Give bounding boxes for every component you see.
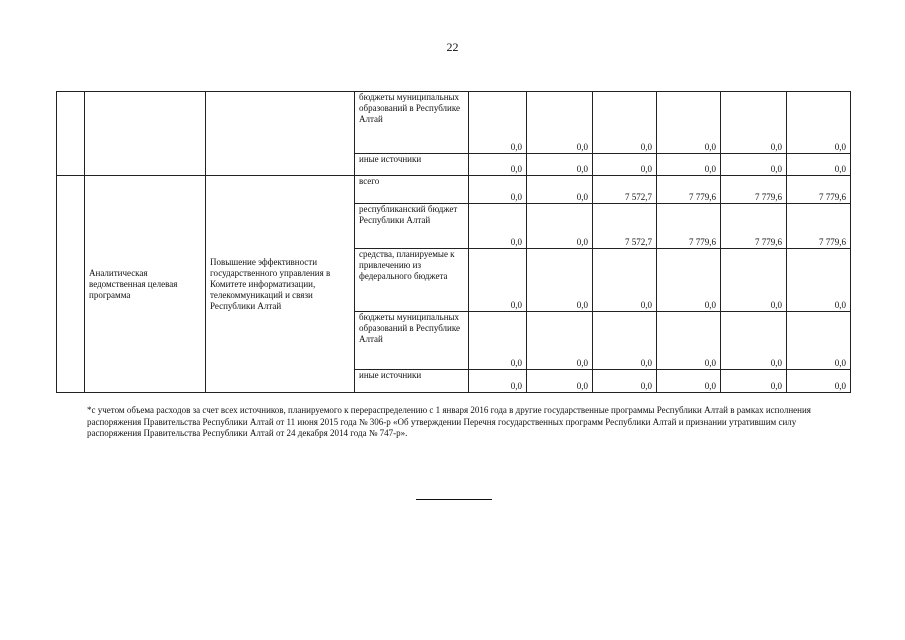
value-cell: 0,0 [657,312,721,370]
value-cell: 0,0 [469,312,527,370]
value-cell: 0,0 [527,370,593,393]
program-rows [57,176,851,393]
value-cell: 0,0 [527,249,593,312]
number-cell [57,92,85,176]
value-cell: 0,0 [527,204,593,249]
value-cell: 7 572,7 [593,204,657,249]
value-cell: 0,0 [593,249,657,312]
value-cell: 7 779,6 [787,204,851,249]
table-row [57,176,851,204]
value-cell: 0,0 [527,176,593,204]
page-number: 22 [446,40,459,54]
source-cell: всего [355,176,469,204]
separator-line [416,499,492,500]
value-cell: 0,0 [469,92,527,154]
continuation-rows [57,92,851,176]
source-cell: бюджеты муниципальных образований в Республике Алтай [355,312,469,370]
value-cell: 0,0 [469,176,527,204]
value-cell: 0,0 [721,370,787,393]
value-cell: 0,0 [721,249,787,312]
value-cell: 0,0 [721,312,787,370]
value-cell: 0,0 [787,370,851,393]
value-cell: 0,0 [593,370,657,393]
value-cell: 7 779,6 [721,204,787,249]
value-cell: 0,0 [657,249,721,312]
value-cell: 0,0 [787,312,851,370]
value-cell: 0,0 [721,154,787,176]
value-cell: 0,0 [593,312,657,370]
value-cell: 0,0 [657,154,721,176]
value-cell: 0,0 [469,370,527,393]
value-cell: 0,0 [787,249,851,312]
value-cell: 7 779,6 [721,176,787,204]
source-cell: иные источники [355,370,469,393]
program-name-cell [85,92,206,176]
value-cell: 0,0 [657,370,721,393]
budget-table [56,91,851,393]
value-cell: 0,0 [787,154,851,176]
source-cell: республиканский бюджет Республики Алтай [355,204,469,249]
value-cell: 0,0 [593,92,657,154]
value-cell: 0,0 [469,249,527,312]
value-cell: 0,0 [469,154,527,176]
value-cell: 0,0 [527,312,593,370]
number-cell [57,176,85,393]
program-name-cell: Аналитическая ведомственная целевая программа [85,176,206,393]
value-cell: 0,0 [527,154,593,176]
source-cell: бюджеты муниципальных образований в Республике Алтай [355,92,469,154]
program-goal-cell: Повышение эффективности государственного управления в Комитете информатизации, телекоммуникаций и связи Республики Алтай [206,176,355,393]
value-cell: 7 779,6 [657,176,721,204]
program-goal-cell [206,92,355,176]
value-cell: 0,0 [593,154,657,176]
value-cell: 0,0 [527,92,593,154]
value-cell: 7 572,7 [593,176,657,204]
table-row [57,92,851,154]
value-cell: 0,0 [469,204,527,249]
value-cell: 0,0 [721,92,787,154]
value-cell: 0,0 [657,92,721,154]
value-cell: 7 779,6 [657,204,721,249]
value-cell: 7 779,6 [787,176,851,204]
footnote: *с учетом объема расходов за счет всех источников, планируемого к перераспределению с 1 января 2016 года в другие государственные программы Республики Алтай в рамках исполнения распоряжения Правительства Республики Алтай от 11 июня 2015 года № 306-р «Об утверждении Перечня государственных программ Республики Алтай и признании утратившим силу распоряжения Правительства Республики Алтай от 24 декабря 2014 года № 747-р». [87,405,811,438]
source-cell: средства, планируемые к привлечению из федерального бюджета [355,249,469,312]
value-cell: 0,0 [787,92,851,154]
source-cell: иные источники [355,154,469,176]
